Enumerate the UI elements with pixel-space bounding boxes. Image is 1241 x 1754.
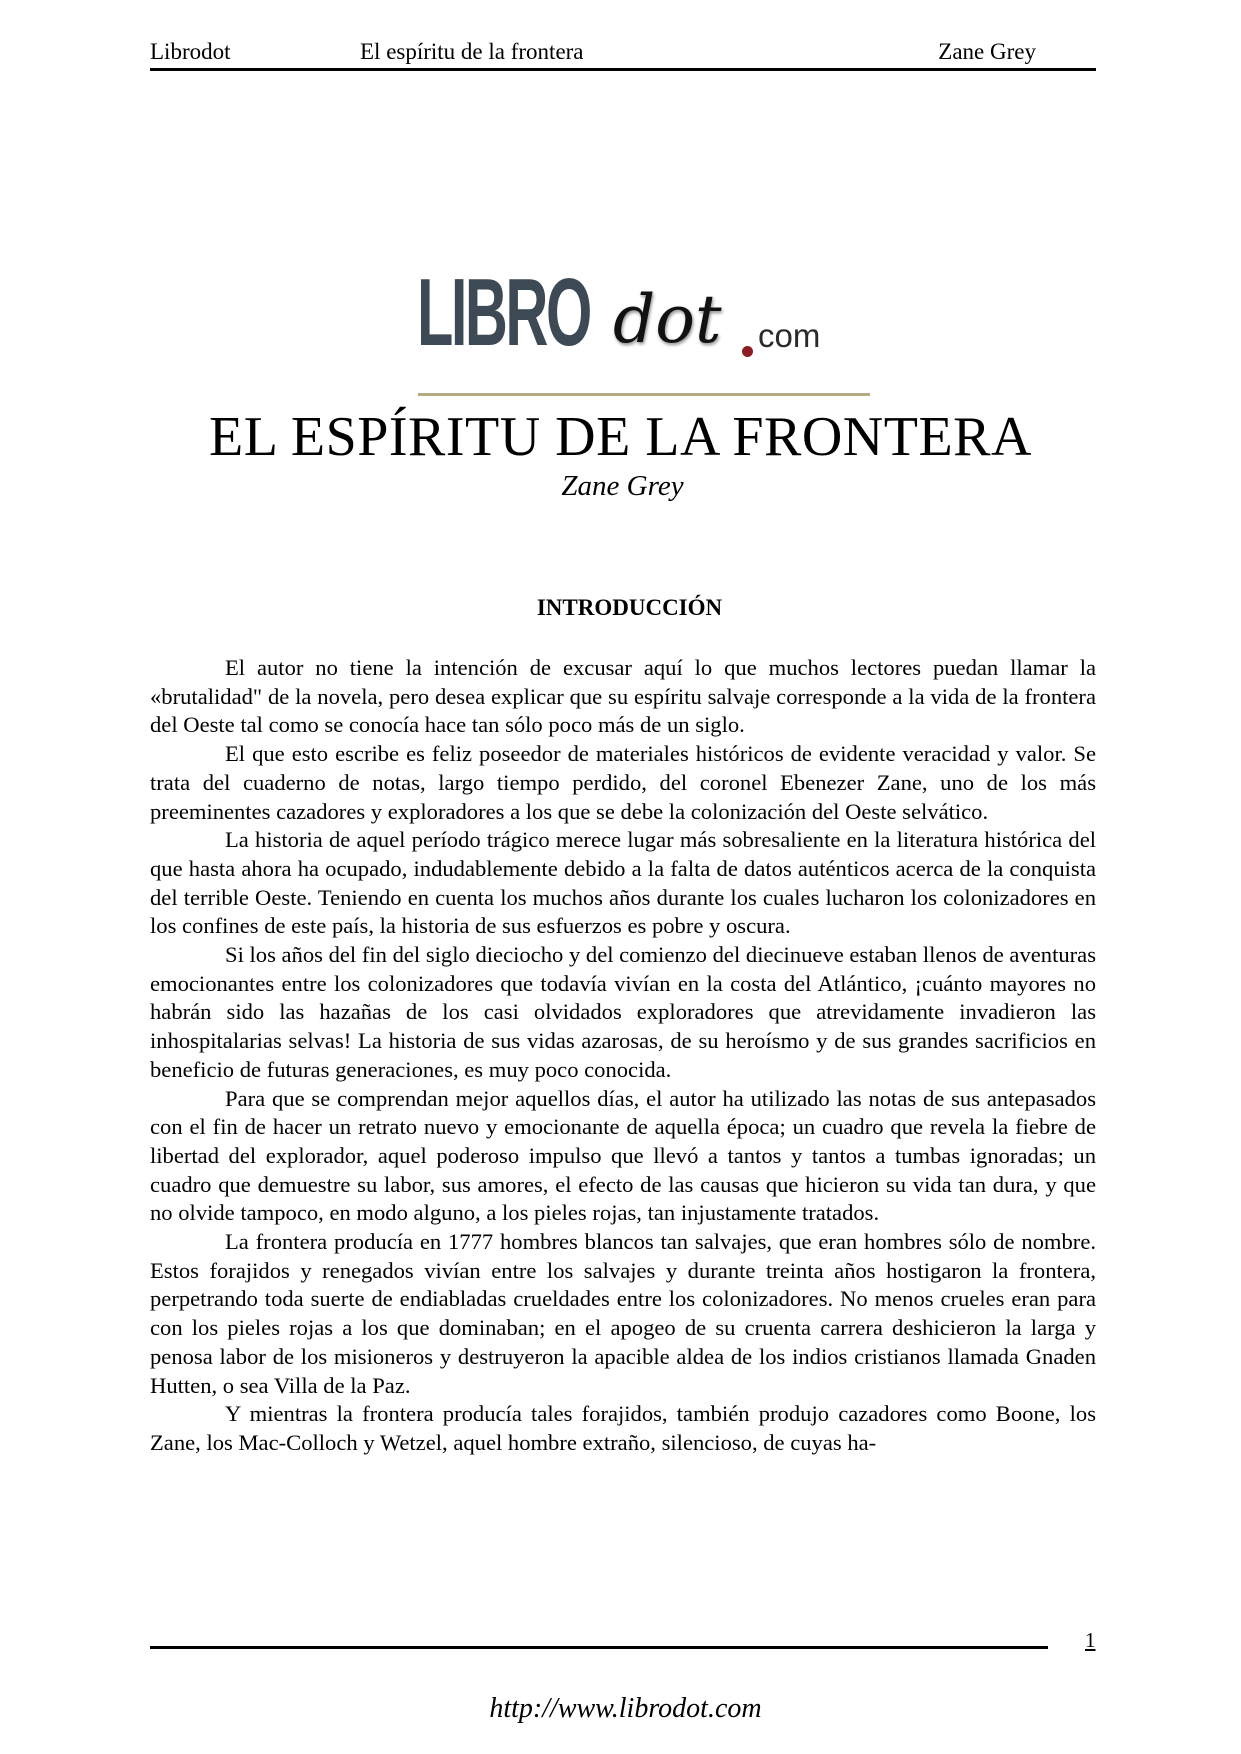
footer-url[interactable]: http://www.librodot.com	[489, 1693, 762, 1724]
header-author: Zane Grey	[938, 39, 1036, 64]
logo-com-text: com	[758, 317, 821, 354]
paragraph: La historia de aquel período trágico merece lugar más sobresaliente en la literatura histórica del que hasta ahora ha ocupado, indudablemente debido a la falta de datos auténticos acerca de la conquista del terrible Oeste. Teniendo en cuenta los muchos años durante los cuales lucharon los colonizadores en los confines de este país, la historia de sus esfuerzos es pobre y oscura.	[150, 827, 1096, 939]
body-text	[150, 654, 1096, 1458]
paragraph: La frontera producía en 1777 hombres blancos tan salvajes, que eran hombres sólo de nombre. Estos forajidos y renegados vivían entre los salvajes y durante treinta años hostigaron la frontera, perpetrando toda suerte de endiabladas crueldades entre los colonizadores. No menos crueles eran para con los pieles rojas a los que dominaban; en el apogeo de su cruenta carrera deshicieron la larga y penosa labor de los misioneros y destruyeron la apacible aldea de los indios cristianos llamada Gnaden Hutten, o sea Villa de la Paz.	[150, 1229, 1096, 1398]
librodot-logo	[417, 258, 877, 403]
header-publisher: Librodot	[150, 39, 231, 64]
logo-red-dot-icon	[742, 346, 753, 357]
paragraph: Para que se comprendan mejor aquellos días, el autor ha utilizado las notas de sus antepasados con el fin de hacer un retrato nuevo y emocionante de aquella época; un cuadro que revela la fiebre de libertad del explorador, aquel poderoso impulso que llevó a tantos y tantos a tumbas ignoradas; un cuadro que demuestre su labor, sus amores, el efecto de las causas que hicieron su vida tan dura, y que no olvide tampoco, en modo alguno, a los pieles rojas, tan injustamente tratados.	[150, 1085, 1096, 1226]
page-number: 1	[1085, 1628, 1096, 1652]
header-book-title: El espíritu de la frontera	[360, 39, 584, 64]
header-rule	[150, 68, 1096, 71]
paragraph: El autor no tiene la intención de excusar aquí lo que muchos lectores puedan llamar la «brutalidad" de la novela, pero desea explicar que su espíritu salvaje corresponde a la vida de la frontera del Oeste tal como se conocía hace tan sólo poco más de un siglo.	[150, 655, 1096, 738]
logo-underline	[418, 393, 870, 396]
section-heading: INTRODUCCIÓN	[536, 595, 723, 620]
paragraph: Si los años del fin del siglo dieciocho y del comienzo del diecinueve estaban llenos de aventuras emocionantes entre los colonizadores que todavía vivían en la costa del Atlántico, ¡cuánto mayores no habrán sido las hazañas de los casi olvidados exploradores que atrevidamente invadieron las inhospitalarias selvas! La historia de sus vidas azarosas, de su heroísmo y de sus grandes sacrificios en beneficio de futuras generaciones, es muy poco conocida.	[150, 942, 1096, 1082]
logo-libro-text: LIBRO	[417, 259, 590, 366]
book-author: Zane Grey	[561, 470, 684, 502]
paragraph: El que esto escribe es feliz poseedor de materiales históricos de evidente veracidad y valor. Se trata del cuaderno de notas, largo tiempo perdido, del coronel Ebenezer Zane, uno de los más preeminentes cazadores y exploradores a los que se debe la colonización del Oeste selvático.	[150, 741, 1096, 824]
logo-dot-script: dot	[613, 281, 722, 358]
paragraph: Y mientras la frontera producía tales forajidos, también produjo cazadores como Boone, los Zane, los Mac-Colloch y Wetzel, aquel hombre extraño, silencioso, de cuyas ha-	[150, 1401, 1096, 1455]
footer-rule	[150, 1646, 1048, 1649]
running-header	[150, 38, 1096, 68]
book-title: EL ESPÍRITU DE LA FRONTERA	[209, 406, 1032, 468]
